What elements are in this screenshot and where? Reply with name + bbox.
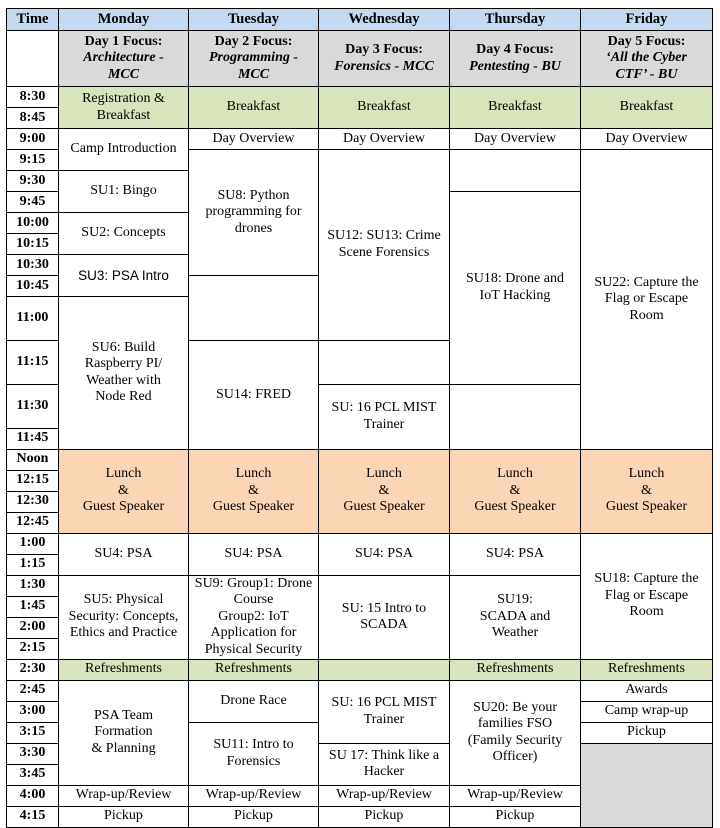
thursday-wrapup: Wrap-up/Review [450,785,581,806]
time-label: 3:45 [7,764,59,785]
schedule-table [6,8,713,828]
tuesday-su9b [189,575,319,659]
thursday-su18 [450,192,581,385]
monday-su3: SU3: PSA Intro [59,255,189,297]
cell-line: Lunch [235,466,272,482]
tuesday-su8 [189,150,319,276]
friday-pickup: Pickup [581,722,713,743]
cell-line: Application for [210,625,297,641]
time-header: Time [7,9,59,31]
wednesday-su12 [319,150,450,341]
time-row [7,680,713,701]
cell-line: SU5: Physical [83,592,164,608]
time-label: 3:00 [7,701,59,722]
time-label: 1:00 [7,533,59,554]
cell-line: Guest Speaker [605,499,688,515]
cell-line: Physical Security [204,641,303,657]
cell-line: programming for [205,204,302,220]
monday-refreshments: Refreshments [59,659,189,680]
time-label: 2:15 [7,638,59,659]
time-row [7,129,713,150]
cell-line: (Family Security [467,732,563,748]
focus-thursday [450,31,581,87]
thursday-breakfast: Breakfast [450,87,581,129]
time-label: 2:00 [7,617,59,638]
time-label: 10:45 [7,276,59,297]
time-label: 10:30 [7,255,59,276]
time-label: 11:30 [7,384,59,428]
cell-line: Weather with [86,372,161,388]
monday-su5 [59,575,189,659]
wednesday-su14: SU14: FRED [189,340,319,449]
thursday-pickup: Pickup [450,806,581,827]
thursday-su19 [450,575,581,659]
monday-camp-introduction: Camp Introduction [59,129,189,171]
cell-line: Ethics and Practice [69,625,178,641]
cell-line: Course [233,592,274,608]
cell-line: Lunch [105,466,142,482]
cell-line: & [378,482,390,498]
cell-line: SU8: Python [217,187,290,203]
time-label: 10:00 [7,213,59,234]
focus-wednesday [319,31,450,87]
monday-psa-team [59,680,189,785]
focus-line: MCC [237,66,270,82]
monday-registration [59,87,189,129]
friday-day-overview: Day Overview [581,129,713,150]
wednesday-day-overview: Day Overview [319,129,450,150]
cell-line: drones [234,220,273,236]
cell-line: Node Red [95,389,152,405]
focus-line: Day 1 Focus: [84,33,163,49]
cell-line: SCADA and [479,608,551,624]
cell-line: & [509,482,521,498]
thursday-su4: SU4: PSA [450,533,581,575]
cell-line: Trainer [363,416,405,432]
focus-monday [59,31,189,87]
cell-line: SU22: Capture the [594,274,699,290]
monday-lunch [59,449,189,533]
time-label: 8:45 [7,108,59,129]
time-label: 9:30 [7,171,59,192]
cell-line: IoT Hacking [479,287,551,303]
friday-awards: Awards [581,680,713,701]
cell-line: PSA Team [93,707,154,723]
thursday-empty [450,150,581,192]
time-label: 10:15 [7,234,59,255]
focus-line: Pentesting - BU [469,58,561,74]
focus-line: Architecture - [83,50,164,66]
cell-line: Guest Speaker [212,499,295,515]
day-header-wednesday: Wednesday [319,9,450,31]
cell-line: Flag or Escape [604,587,689,603]
focus-line: Day 3 Focus: [345,41,423,57]
focus-time-blank [7,31,59,87]
time-row [7,449,713,470]
cell-line: Forensics [226,753,281,769]
cell-line: Lunch [497,466,533,482]
friday-breakfast: Breakfast [581,87,713,129]
time-label: 1:45 [7,596,59,617]
cell-line: SU: 16 PCL MIST [331,400,437,416]
focus-line: Day 4 Focus: [476,41,554,57]
header-row [7,9,713,31]
cell-line: SU18: Capture the [594,571,699,587]
time-label: 4:00 [7,785,59,806]
tuesday-su4: SU4: PSA [189,533,319,575]
cell-line: Hacker [363,764,405,780]
time-label: 9:00 [7,129,59,150]
wednesday-wrapup: Wrap-up/Review [319,785,450,806]
cell-line: SU11: Intro to [213,737,294,753]
thursday-lunch [450,449,581,533]
focus-line: Programming - [208,50,299,66]
cell-line: Flag or Escape [604,291,689,307]
thursday-su20 [450,680,581,785]
focus-friday [581,31,713,87]
cell-line: Lunch [628,466,665,482]
cell-line: Guest Speaker [474,499,556,515]
wednesday-refreshments-empty [319,659,450,680]
time-label: 3:15 [7,722,59,743]
friday-camp-wrapup: Camp wrap-up [581,701,713,722]
cell-line: & [248,482,259,498]
cell-line: Officer) [492,749,538,765]
time-label: 11:00 [7,297,59,341]
cell-line: SU: 16 PCL MIST [331,695,437,711]
time-label: 4:15 [7,806,59,827]
cell-line: Room [629,307,664,323]
cell-line: Lunch [366,466,402,482]
cell-line: Trainer [363,711,405,727]
time-label: 1:15 [7,554,59,575]
focus-line: CTF’ - BU [615,66,678,82]
time-row [7,533,713,554]
wednesday-pickup: Pickup [319,806,450,827]
cell-line: Security: Concepts, [68,608,179,624]
focus-tuesday [189,31,319,87]
cell-line: Guest Speaker [82,499,165,515]
cell-line: SU18: Drone and [466,271,564,287]
tuesday-day-overview: Day Overview [189,129,319,150]
time-label: 12:15 [7,470,59,491]
cell-line: Formation [94,724,153,740]
time-label: 2:30 [7,659,59,680]
focus-line: MCC [107,66,140,82]
monday-su4: SU4: PSA [59,533,189,575]
cell-line: Guest Speaker [343,499,425,515]
tuesday-su11 [189,722,319,785]
time-label: Noon [7,449,59,470]
cell-line: Breakfast [96,107,151,123]
cell-line: SU19: [497,592,533,608]
day-header-friday: Friday [581,9,713,31]
thursday-day-overview: Day Overview [450,129,581,150]
cell-line: SU12: SU13: Crime [327,228,441,244]
cell-line: SU9: Group1: Drone [194,575,313,591]
cell-line: Group2: IoT [218,608,289,624]
monday-su2: SU2: Concepts [59,213,189,255]
cell-line: SU6: Build [91,339,156,355]
focus-line: ‘All the Cyber [606,50,687,66]
focus-line: Forensics - MCC [334,58,434,74]
time-label: 12:45 [7,512,59,533]
cell-line: SU20: Be your [473,699,557,715]
wednesday-su17 [319,743,450,785]
time-label: 8:30 [7,87,59,108]
cell-line: SCADA [360,617,408,633]
time-label: 11:15 [7,340,59,384]
tuesday-refreshments: Refreshments [189,659,319,680]
time-label: 3:30 [7,743,59,764]
day-header-thursday: Thursday [450,9,581,31]
monday-wrapup: Wrap-up/Review [59,785,189,806]
friday-refreshments: Refreshments [581,659,713,680]
time-row [7,659,713,680]
time-label: 1:30 [7,575,59,596]
monday-su1: SU1: Bingo [59,171,189,213]
time-label: 9:45 [7,192,59,213]
tuesday-breakfast: Breakfast [189,87,319,129]
wednesday-su4: SU4: PSA [319,533,450,575]
wednesday-lunch [319,449,450,533]
monday-pickup: Pickup [59,806,189,827]
focus-line: Day 5 Focus: [607,33,686,49]
friday-lunch [581,449,713,533]
monday-su6 [59,297,189,450]
time-label: 2:45 [7,680,59,701]
cell-line: Weather [491,625,539,641]
focus-row [7,31,713,87]
tuesday-lunch [189,449,319,533]
wednesday-su16 [319,680,450,743]
wednesday-breakfast: Breakfast [319,87,450,129]
thursday-su16 [319,384,450,449]
time-label: 11:45 [7,428,59,449]
cell-line: & Planning [91,740,156,756]
cell-line: Registration & [82,90,165,106]
cell-line: & [118,482,129,498]
friday-empty-gray [581,743,713,827]
time-row [7,87,713,108]
time-label: 12:30 [7,491,59,512]
friday-su18 [581,533,713,659]
time-label: 9:15 [7,150,59,171]
tuesday-drone-race: Drone Race [189,680,319,722]
cell-line: & [641,482,652,498]
cell-line: Scene Forensics [338,244,430,260]
wednesday-su15 [319,575,450,659]
tuesday-wrapup: Wrap-up/Review [189,785,319,806]
day-header-tuesday: Tuesday [189,9,319,31]
cell-line: families FSO [477,716,553,732]
cell-line: SU 17: Think like a [328,747,440,763]
thursday-refreshments: Refreshments [450,659,581,680]
focus-line: Day 2 Focus: [214,33,293,49]
tuesday-pickup: Pickup [189,806,319,827]
cell-line: SU: 15 Intro to [341,600,427,616]
day-header-monday: Monday [59,9,189,31]
friday-su22 [581,150,713,450]
cell-line: Raspberry PI/ [84,356,163,372]
cell-line: Room [629,604,664,620]
